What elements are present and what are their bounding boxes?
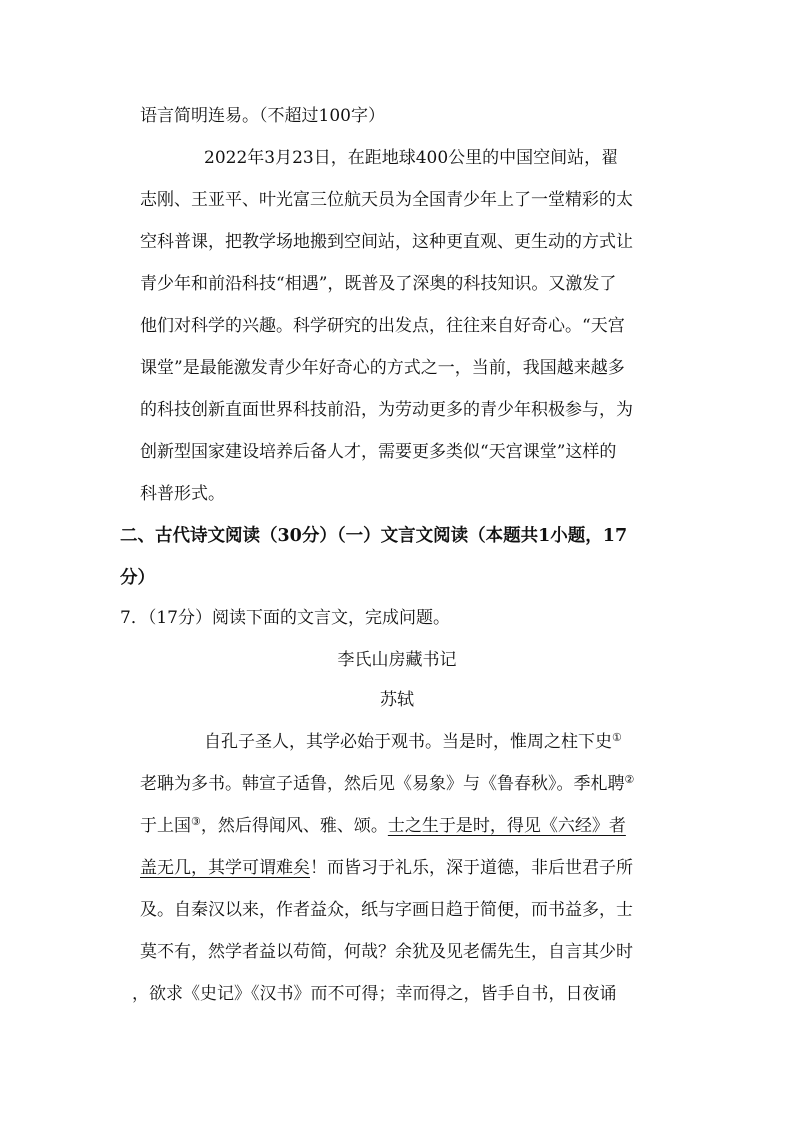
- text-segment: 老聃为多书。韩宣子适鲁，然后见《易象》与《鲁春秋》。季札聘: [140, 774, 625, 794]
- section2-heading-line1: 二、古代诗文阅读（30分）（一）文言文阅读（本题共1小题，17: [120, 526, 628, 546]
- passage-line: 科普形式。: [140, 484, 225, 504]
- classical-line: 莫不有，然学者益以苟简，何哉？余犹及见老儒先生，自言其少时: [140, 942, 633, 962]
- passage-line: 他们对科学的兴趣。科学研究的出发点，往往来自好奇心。“天宫: [140, 316, 625, 336]
- classical-line: [204, 730, 622, 754]
- classical-line: [140, 856, 633, 880]
- passage-line: 创新型国家建设培养后备人才，需要更多类似“天宫课堂”这样的: [140, 442, 617, 462]
- footnote-marker: ③: [191, 815, 201, 828]
- passage-line: 课堂”是最能激发青少年好奇心的方式之一，当前，我国越来越多: [140, 358, 625, 378]
- text-segment: 于上国: [140, 816, 191, 836]
- underlined-sentence: 士之生于是时，得见《六经》者: [387, 816, 626, 836]
- section2-heading-line2: 分）: [120, 568, 155, 588]
- question6-requirement: 语言简明连易。（不超过100字）: [140, 106, 385, 126]
- classical-text-author: 苏轼: [380, 690, 414, 710]
- classical-line: ，欲求《史记》《汉书》而不可得；幸而得之，皆手自书，日夜诵: [132, 984, 617, 1004]
- classical-line: 及。自秦汉以来，作者益众，纸与字画日趋于简便，而书益多，士: [140, 900, 633, 920]
- underlined-sentence: 盖无几，其学可谓难矣: [140, 858, 310, 878]
- classical-line: [140, 814, 626, 838]
- classical-line: [140, 772, 634, 796]
- footnote-marker: ②: [624, 773, 635, 786]
- passage-line: 青少年和前沿科技“相遇”，既普及了深奥的科技知识。又激发了: [140, 274, 617, 294]
- footnote-marker: ①: [612, 731, 622, 744]
- text-segment: ！而皆习于礼乐，深于道德，非后世君子所: [310, 858, 633, 878]
- passage-line: 2022年3月23日，在距地球400公里的中国空间站，翟: [204, 148, 619, 168]
- text-segment: ，然后得闻风、雅、颂。: [200, 816, 388, 836]
- passage-line: 空科普课，把教学场地搬到空间站，这种更直观、更生动的方式让: [140, 232, 633, 252]
- question7-prompt: 7．（17分）阅读下面的文言文，完成问题。: [120, 608, 450, 628]
- text-segment: 自孔子圣人，其学必始于观书。当是时，惟周之柱下史: [204, 732, 612, 752]
- passage-line: 志刚、王亚平、叶光富三位航天员为全国青少年上了一堂精彩的太: [140, 190, 633, 210]
- passage-line: 的科技创新直面世界科技前沿，为劳动更多的青少年积极参与，为: [140, 400, 633, 420]
- classical-text-title: 李氏山房藏书记: [337, 650, 457, 670]
